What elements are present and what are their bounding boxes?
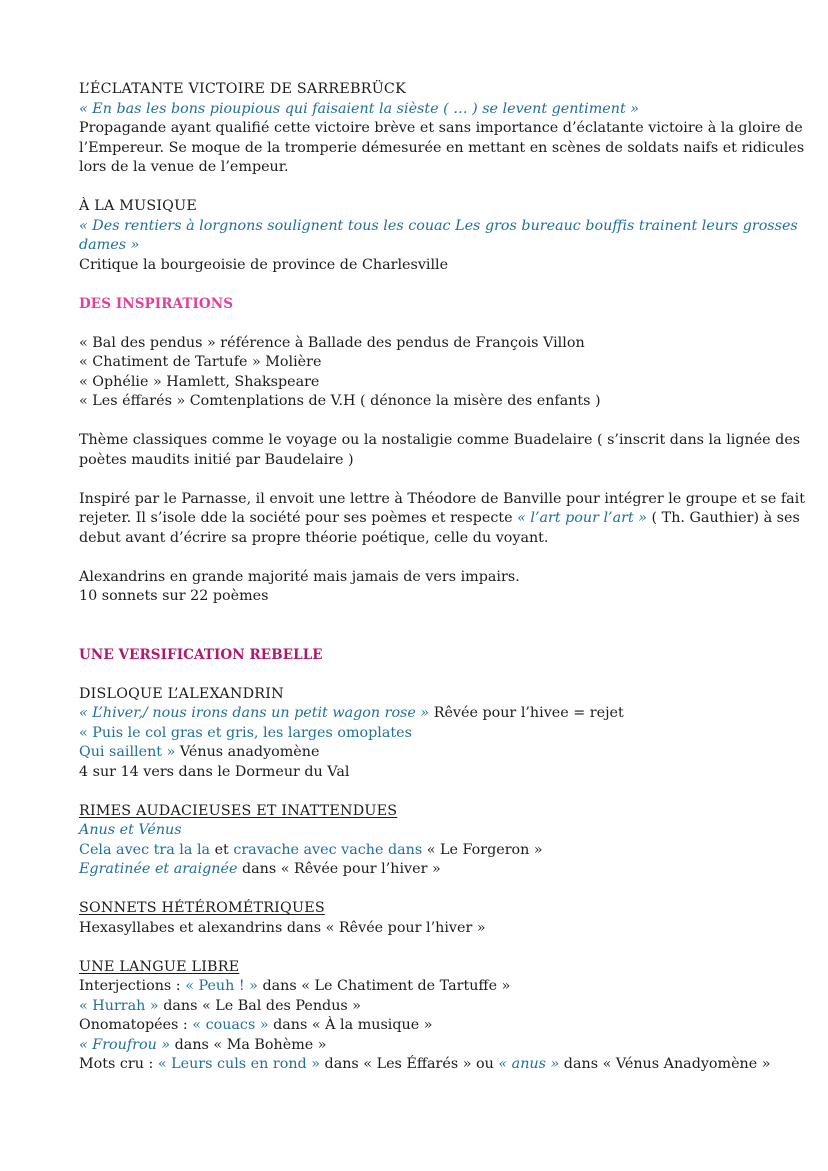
text-run: dans « À la musique »	[268, 1017, 433, 1033]
text-run: Onomatopées :	[79, 1017, 193, 1033]
text-run: ( Th. Gauthier) à ses	[647, 510, 800, 526]
quote-musique-line1: « Des rentiers à lorgnons soulignent tous les couac Les gros bureauc bouffis trainent leurs grosses	[79, 217, 798, 234]
section-title-musique: À LA MUSIQUE	[79, 198, 197, 214]
example-line	[79, 704, 759, 724]
quote-omoplates: « Puis le col gras et gris, les larges omoplates	[79, 724, 412, 741]
document-page	[79, 80, 805, 1075]
example-line	[79, 1055, 771, 1075]
reference-item: « Ophélie » Hamlett, Shakspeare	[79, 373, 320, 390]
quote-peuh: « Peuh ! »	[185, 978, 258, 994]
example-line	[79, 743, 759, 763]
paragraph-line: debut avant d’écrire sa propre théorie poétique, celle du voyant.	[79, 529, 549, 546]
quote-froufrou: « Froufrou »	[79, 1036, 171, 1053]
text-run: « Le Forgeron »	[422, 841, 543, 858]
paragraph-line: Alexandrins en grande majorité mais jamais de vers impairs.	[79, 568, 520, 585]
heading-inspirations: DES INSPIRATIONS	[79, 295, 234, 312]
paragraph-line: Hexasyllabes et alexandrins dans « Rêvée pour l’hiver »	[79, 919, 486, 936]
heading-versification: UNE VERSIFICATION REBELLE	[79, 646, 323, 663]
quote-sarrebruck: « En bas les bons pioupious qui faisaient la sièste ( … ) se levent gentiment »	[79, 100, 640, 117]
quote-culs-en-rond: « Leurs culs en rond »	[157, 1056, 320, 1072]
reference-item: « Bal des pendus » référence à Ballade des pendus de François Villon	[79, 334, 585, 351]
example-line	[79, 1016, 759, 1036]
quote-musique-line2: dames »	[79, 237, 140, 253]
paragraph-line: Critique la bourgeoisie de province de Charlesville	[79, 256, 449, 273]
text-run: Vénus anadyomène	[175, 744, 320, 760]
reference-item: « Les éffarés » Comtenplations de V.H ( dénonce la misère des enfants )	[79, 393, 601, 409]
paragraph-line: Inspiré par le Parnasse, il envoit une lettre à Théodore de Banville pour intégrer le groupe et se fait	[79, 490, 805, 507]
quote-saillent: Qui saillent »	[79, 744, 176, 760]
text-run: dans « Ma Bohème »	[170, 1036, 327, 1053]
paragraph-line: l’Empereur. Se moque de la tromperie démesurée en mettant en scènes de soldats naifs et ridicules	[79, 139, 805, 156]
paragraph-line	[79, 509, 800, 529]
text-run: dans « Rêvée pour l’hiver »	[237, 861, 441, 877]
paragraph-line: 10 sonnets sur 22 poèmes	[79, 588, 269, 604]
example-anus-venus: Anus et Vénus	[79, 822, 182, 838]
subsection-title-langue: UNE LANGUE LIBRE	[79, 958, 240, 975]
section-title-sarrebruck: L’ÉCLATANTE VICTOIRE DE SARREBRÜCK	[79, 81, 406, 97]
text-run: Egratinée et araignée	[79, 861, 238, 877]
text-run: Mots cru :	[79, 1056, 158, 1072]
paragraph-line: Thème classiques comme le voyage ou la nostaligie comme Buadelaire ( s’inscrit dans la lignée des	[79, 432, 801, 448]
text-run: Interjections :	[79, 978, 186, 994]
paragraph-line: lors de la venue de l’empeur.	[79, 159, 289, 175]
example-line	[79, 977, 759, 997]
text-run: dans « Les Éffarés » ou	[320, 1056, 499, 1072]
subsection-title-sonnets: SONNETS HÉTÉROMÉTRIQUES	[79, 900, 325, 916]
text-run: dans « Vénus Anadyomène »	[559, 1056, 771, 1072]
text-run: et	[210, 841, 234, 858]
quote-anus: « anus »	[498, 1056, 560, 1072]
paragraph-line: Propagande ayant qualifié cette victoire brève et sans importance d’éclatante victoire à la gloire de	[79, 120, 803, 136]
text-run: rejeter. Il s’isole dde la société pour ses poèmes et respecte	[79, 510, 518, 526]
text-run: dans « Le Chatiment de Tartuffe »	[257, 978, 511, 994]
subsection-title-rimes: RIMES AUDACIEUSES ET INATTENDUES	[79, 802, 398, 819]
quote-art-pour-art: « l’art pour l’art »	[517, 510, 647, 526]
example-line	[79, 1036, 759, 1056]
example-line	[79, 841, 759, 861]
quote-couacs: « couacs »	[192, 1017, 269, 1033]
example-line	[79, 997, 759, 1017]
example-line	[79, 860, 759, 880]
text-run: dans « Le Bal des Pendus »	[158, 997, 362, 1014]
reference-item: « Chatiment de Tartufe » Molière	[79, 354, 322, 370]
paragraph-line: poètes maudits initié par Baudelaire )	[79, 451, 354, 468]
text-run: Rêvée pour l’hivee = rejet	[429, 705, 624, 721]
quote-hurrah: « Hurrah »	[79, 997, 159, 1014]
paragraph-line: 4 sur 14 vers dans le Dormeur du Val	[79, 763, 350, 780]
text-run: Cela avec tra la la	[79, 841, 211, 858]
text-run: cravache avec vache dans	[233, 841, 423, 858]
quote-hiver: « L’hiver,/ nous irons dans un petit wagon rose »	[79, 705, 430, 721]
subsection-title-disloque: DISLOQUE L’ALEXANDRIN	[79, 685, 284, 702]
